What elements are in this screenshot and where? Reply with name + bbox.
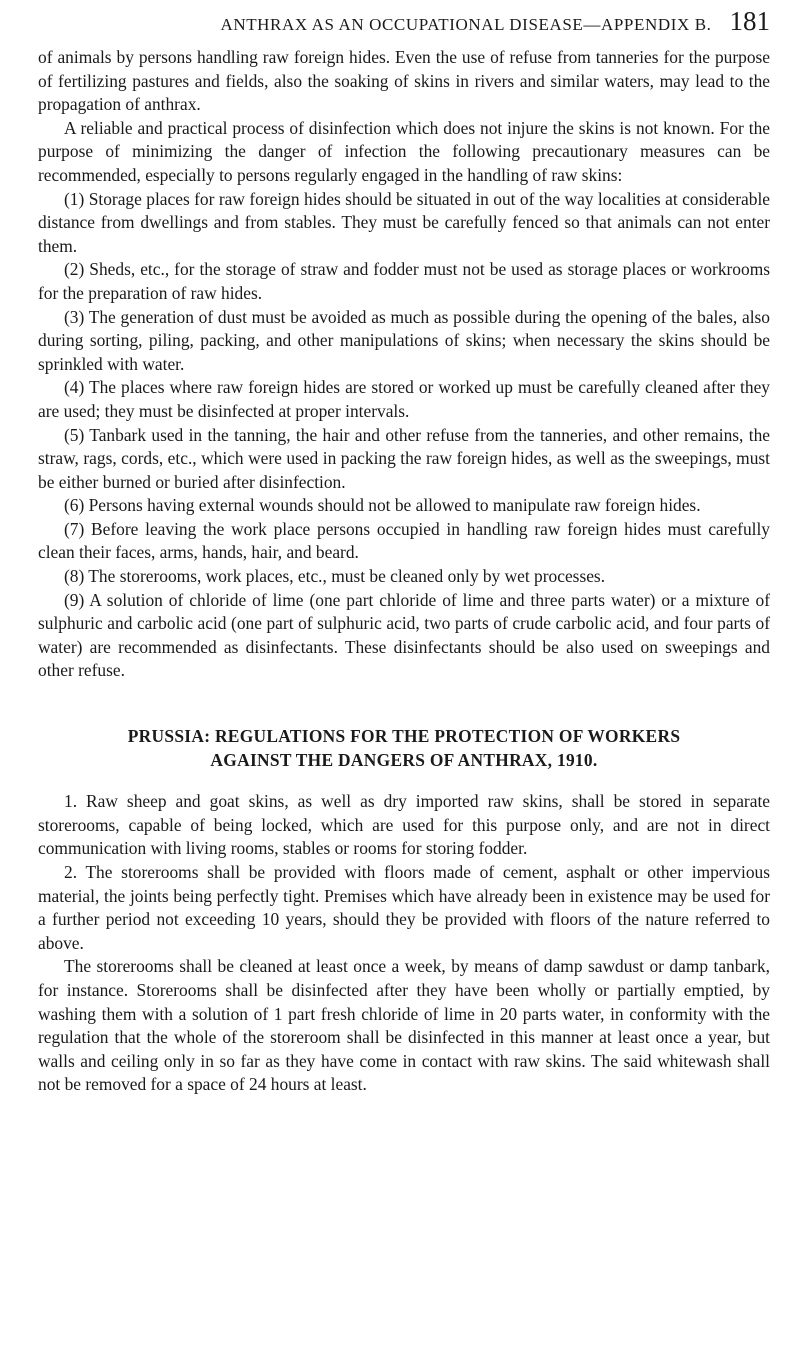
section-heading-line: PRUSSIA: REGULATIONS FOR THE PROTECTION OF WORKERS: [127, 726, 681, 747]
measure-item: (6) Persons having external wounds should not be allowed to manipulate raw foreign hides.: [64, 495, 701, 516]
measure-item: (5) Tanbark used in the tanning, the hair and other refuse from the tanneries, and other remains, the straw, rags, cords, etc., which were used in packing the raw foreign hides, as well as the sweepings, must be either burned or buried after disinfection.: [38, 424, 770, 492]
measure-item: (9) A solution of chloride of lime (one part chloride of lime and three parts water) or a mixture of sulphuric and carbolic acid (one part of sulphuric acid, two parts of crude carbolic acid, and four parts of water) are recommended as disinfectants. These disinfectants should be also used on sweepings and other refuse.: [38, 589, 770, 681]
paragraph: A reliable and practical process of disinfection which does not injure the skins is not known. For the purpose of minimizing the danger of infection the following precautionary measures can be recommended, especially to persons regularly engaged in the handling of raw skins:: [38, 117, 770, 185]
running-title: ANTHRAX AS AN OCCUPATIONAL DISEASE—APPENDIX B.: [220, 15, 712, 34]
regulation-item: 2. The storerooms shall be provided with floors made of cement, asphalt or other impervious material, the joints being perfectly tight. Premises which have already been in existence may be used for a further period not exceeding 10 years, should they be provided with floors of the nature referred to above.: [38, 862, 770, 953]
section-heading: [38, 725, 770, 772]
intro-section: [38, 46, 770, 683]
measure-item: (8) The storerooms, work places, etc., must be cleaned only by wet processes.: [64, 566, 606, 587]
measure-item: (2) Sheds, etc., for the storage of straw and fodder must not be used as storage places or workrooms for the preparation of raw hides.: [38, 259, 770, 303]
running-header: [38, 6, 770, 46]
regulations-section: [38, 790, 770, 1097]
paragraph: of animals by persons handling raw foreign hides. Even the use of refuse from tanneries for the purpose of fertilizing pastures and fields, also the soaking of skins in rivers and similar waters, may lead to the propagation of anthrax.: [38, 47, 770, 115]
page-number: 181: [729, 6, 770, 36]
measure-item: (7) Before leaving the work place persons occupied in handling raw foreign hides must carefully clean their faces, arms, hands, hair, and beard.: [38, 518, 770, 563]
regulation-item: The storerooms shall be cleaned at least once a week, by means of damp sawdust or damp tanbark, for instance. Storerooms shall be disinfected after they have been wholly or partially emptied, by washing them with a solution of 1 part fresh chloride of lime in 20 parts water, in conformity with the regulation that the whole of the storeroom shall be disinfected in this manner at least once a year, but walls and ceiling only in so far as they have come in contact with raw skins. The said whitewash shall not be removed for a space of 24 hours at least.: [38, 956, 770, 1095]
measure-item: (4) The places where raw foreign hides are stored or worked up must be carefully cleaned after they are used; they must be disinfected at proper intervals.: [38, 377, 770, 421]
measure-item: (1) Storage places for raw foreign hides should be situated in out of the way localities at considerable distance from dwellings and from stables. They must be carefully fenced so that animals can not enter them.: [38, 188, 770, 256]
regulation-item: 1. Raw sheep and goat skins, as well as dry imported raw skins, shall be stored in separate storerooms, capable of being locked, which are used for this purpose only, and are not in direct communication with living rooms, stables or rooms for storing fodder.: [38, 791, 770, 859]
measure-item: (3) The generation of dust must be avoided as much as possible during the opening of the bales, also during sorting, piling, packing, and other manipulations of skins; when necessary the skins should be sprinkled with water.: [38, 306, 770, 374]
section-heading-line: AGAINST THE DANGERS OF ANTHRAX, 1910.: [210, 749, 598, 770]
